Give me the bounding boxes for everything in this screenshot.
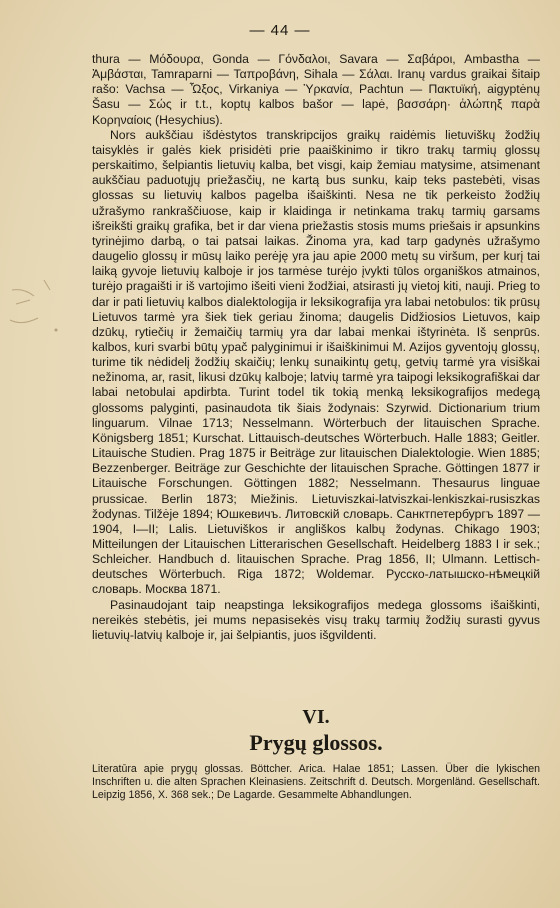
paragraph-3: Pasinaudojant taip neapstinga leksikografijos medega glossoms išaiškinti, nereikės stebėtis, jei mums nepasisekės visų trakų tarmių žodžių surasti gyvus lietuvių-latvių kalboje ir, jai šelpiantis, juos išgvildenti.: [92, 597, 540, 642]
page-number: — 44 —: [249, 22, 311, 39]
bibliography-note: Literatūra apie prygų glossas. Böttcher. Arica. Halae 1851; Lassen. Über die lykischen Inschriften u. die alten Sprachen Kleinasiens. Zeitschrift d. Deutsch. Morgenländ. Gesellschaft. Leipzig 1856, X. 368 sek.; De Lagarde. Gesammelte Abhandlungen.: [92, 763, 540, 802]
section-number: VI.: [302, 706, 330, 728]
paragraph-1: thura — Μόδουρα, Gonda — Γόνδαλοι, Savara — Σαβάροι, Ambastha — Ἀμβάσται, Tamraparni — Ταπροβάνη, Sihala — Σάλαι. Iranų vardus graikai šitaip rašo: Vachsa — Ὦξος, Virkaniya — Ὑρκανία, Pachtun — Πακτυϊκή, aigyptėnų Šasu — Σώς ir t.t., koptų kalbos bašor — lapė, βασσάρη· ἀλώπηξ παρὰ Κορηναίοις (Hesychius).: [92, 52, 540, 127]
margin-pencil-marks: [4, 260, 84, 380]
section-title: Prygų glossos.: [249, 730, 383, 755]
main-text: [92, 52, 540, 643]
paragraph-2: Nors aukščiau išdėstytos transkripcijos graikų raidėmis lietuviškų žodžių taisyklės ir galės kiek prisidėti prie paaiškinimo ir tikro trakų tarmių glossų perskaitimo, šelpiantis lietuvių kalba, bet visgi, kaip žemiau matysime, atsimenant aukščiau paduotųjų priežasčių, ne kartą bus sunku, kaip teks pastebėti, visas glossas su lietuvių kalbos pagelba išaiškinti. Nesa ne tik perkeisto žodžių užrašymo rankraščiuose, kaip ir klaidinga ir netinkama trakų tarmių garsams išreikšti graikų grafika, bet ir dar viena priežastis stosis mums priešais ir apsunkins tyrinėjimo darbą, o tai patsai laikas. Žinoma yra, kad tarp gadynės užrašymo daugelio glossų ir mūsų laiko perėję yra jau apie 2000 metų su viršum, per kurį tai laiką gyvoje lietuvių kalboje ir jos tarmėse turėjo įvykti tūlos organiškos atmainos, turėjo pragaišti ir iš vartojimo išeiti vieni žodžiai, atsirasti jų vietoj kiti, nauji. Prieg to dar ir pati lietuvių kalbos dialektologija ir leksikografija yra labai netobulos: tik prūsų Lietuvos tarmė yra šiek tiek geriau žinoma; daugelis Didžiosios Lietuvos, kaip dzūkų, rytiečių ir žemaičių tarmių yra dar labai menkai ištyrinėta. Iš senprūs. kalbos, kuri svarbi būtų ypač palyginimui ir išaiškinimui M. Azijos gyventojų glossų, turime tik nėdidelį žodžių skaičių; lenkų sunaikintų getų, getvių tarmė yra visiškai nežinoma, ar, rasit, likusi dzūkų kalboje; latvių tarmė yra taipogi leksikografiškai dar labai netobulai apdirbta. Turint todel tik tokią menką leksikografijos medegą glossoms palyginti, pasinaudota tik šiais žodynais: Szyrwid. Dictionarium trium linguarum. Vilnae 1713; Nesselmann. Wörterbuch der litauischen Sprache. Königsberg 1851; Kurschat. Littauisch-deutsches Wörterbuch. Halle 1883; Geitler. Litauische Studien. Prag 1875 ir Beiträge zur litauischen Dialektologie. Wien 1885; Bezzenberger. Beiträge zur Geschichte der litauischen Sprache. Göttingen 1877 ir Litauische Forschungen. Göttingen 1882; Nesselmann. Thesaurus linguae prussicae. Berlin 1873; Miežinis. Lietuviszkai-latviszkai-lenkiszkai-rusiszkas žodynas. Tilžėje 1894; Юшкевичъ. Литовскій словарь. Санктпетербургъ 1897 — 1904, I—II; Lalis. Lietuviškos ir angliškos kalbų žodynas. Chikago 1903; Mitteilungen der Litauischen Litterarischen Gesellschaft. Heidelberg 1883 I ir sek.; Schleicher. Handbuch d. litauischen Sprache. Prag 1856, II; Ulmann. Lettisch-deutsches Wörterbuch. Riga 1872; Woldemar. Русско-латышско-нѣмецкій словарь. Москва 1871.: [92, 127, 540, 597]
